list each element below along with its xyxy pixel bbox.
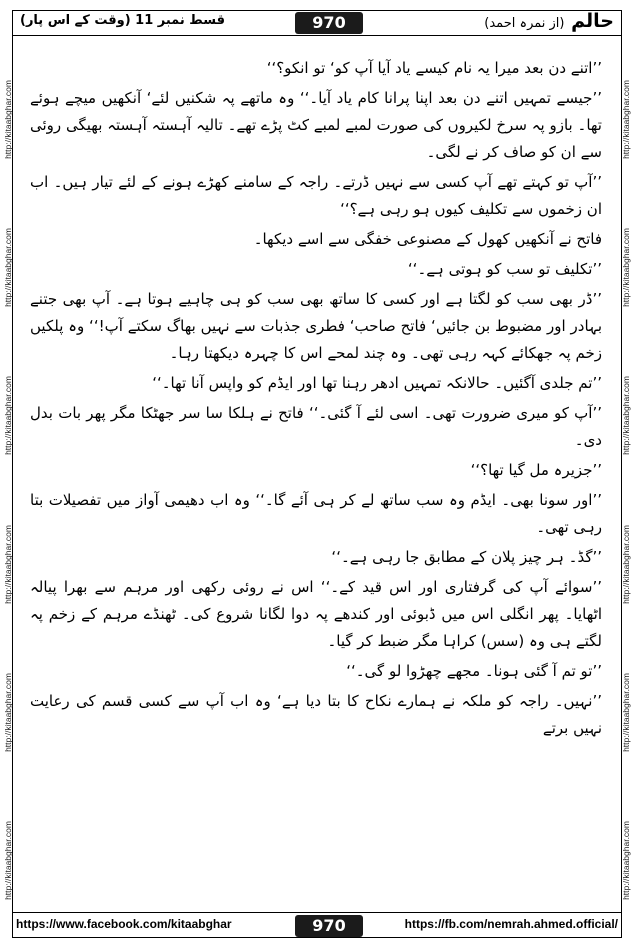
sidebar-url[interactable]: http://kitaabghar.com (621, 376, 631, 456)
facebook-nemrah-link[interactable]: https://fb.com/nemrah.ahmed.official/ (404, 917, 618, 931)
story-text (30, 55, 602, 745)
page-header (12, 10, 622, 36)
paragraph: ’’جزیرہ مل گیا تھا؟‘‘ (470, 461, 602, 479)
page-number-bottom: 970 (295, 915, 363, 937)
novel-title (484, 10, 614, 32)
sidebar-url[interactable]: http://kitaabghar.com (621, 228, 631, 308)
sidebar-url[interactable]: http://kitaabghar.com (621, 524, 631, 604)
paragraph: ’’تم جلدی آگئیں۔ حالانکہ تمہیں ادھر رہنا تھا اور ایڈم کو واپس آنا تھا۔‘‘ (152, 374, 602, 392)
page-footer (12, 912, 622, 938)
facebook-kitaabghar-link[interactable]: https://www.facebook.com/kitaabghar (16, 917, 232, 931)
paragraph: فاتح نے آنکھیں کھول کے مصنوعی خفگی سے اسے دیکھا۔ (253, 230, 602, 248)
paragraph: ’’ڈر بھی سب کو لگتا ہے اور کسی کا ساتھ بھی سب کو ہی چاہیے ہوتا ہے۔ آپ بھی جتنے بہادر اور مضبوط بن جائیں‘ فاتح صاحب‘ فطری جذبات سے نہیں بھاگ سکتے آپ!‘‘ وہ پلکیں زخم پہ جھکائے کہہ رہی تھی۔ وہ چند لمحے اس کا چہرہ دیکھتا رہا۔ (30, 290, 602, 362)
paragraph: ’’آپ تو کہتے تھے آپ کسی سے نہیں ڈرتے۔ راجہ کے سامنے کھڑے ہونے کے لئے تیار ہیں۔ اب ان زخموں سے تکلیف کیوں ہو رہی ہے؟‘‘ (30, 173, 602, 218)
paragraph: ’’گڈ۔ ہر چیز پلان کے مطابق جا رہی ہے۔‘‘ (331, 548, 602, 566)
sidebar-url[interactable]: http://kitaabghar.com (621, 80, 631, 159)
paragraph: ’’تو تم آ گئی ہونا۔ مجھے چھڑوا لو گی۔‘‘ (346, 662, 602, 680)
paragraph: ’’تکلیف تو سب کو ہوتی ہے۔‘‘ (407, 260, 602, 278)
title-text: حالم (571, 10, 614, 32)
sidebar-url[interactable]: http://kitaabghar.com (3, 80, 13, 159)
paragraph: ’’جیسے تمہیں اتنے دن بعد اپنا پرانا کام یاد آیا۔‘‘ وہ ماتھے پہ شکنیں لئے‘ آنکھیں میچے ہوئے تھا۔ بازو پہ سرخ لکیروں کی صورت لمبے لمبے کٹ پڑے تھے۔ تالیہ آہستہ آہستہ بھیگی روئی سے ان کو صاف کر نے لگی۔ (30, 89, 602, 161)
sidebar-url[interactable]: http://kitaabghar.com (3, 228, 13, 308)
sidebar-url[interactable]: http://kitaabghar.com (3, 672, 13, 752)
left-sidebar-watermarks (0, 80, 16, 900)
paragraph: ’’اتنے دن بعد میرا یہ نام کیسے یاد آیا آپ کو‘ تو انکو؟‘‘ (266, 59, 602, 77)
sidebar-url[interactable]: http://kitaabghar.com (3, 376, 13, 456)
paragraph: ’’نہیں۔ راجہ کو ملکہ نے ہمارے نکاح کا بتا دیا ہے‘ وہ اب آپ سے کسی قسم کی رعایت نہیں برتے (30, 692, 602, 737)
paragraph: ’’آپ کو میری ضرورت تھی۔ اسی لئے آ گئی۔‘‘ فاتح نے ہلکا سا سر جھٹکا مگر پھر بات بدل دی۔ (30, 404, 602, 449)
sidebar-url[interactable]: http://kitaabghar.com (621, 821, 631, 900)
paragraph: ’’اور سونا بھی۔ ایڈم وہ سب ساتھ لے کر ہی آئے گا۔‘‘ وہ اب دھیمی آواز میں تفصیلات بتا رہی تھی۔ (30, 491, 602, 536)
right-sidebar-watermarks (618, 80, 634, 900)
paragraph: ’’سوائے آپ کی گرفتاری اور اس قید کے۔‘‘ اس نے روئی رکھی اور مرہم سے بھرا پیالہ اٹھایا۔ پھر انگلی اس میں ڈبوئی اور کندھے پہ دوا لگانا شروع کی۔ ٹھنڈے مرہم کے زخم پہ لگتے ہی وہ (سس) کراہا مگر ضبط کر گیا۔ (30, 578, 602, 650)
sidebar-url[interactable]: http://kitaabghar.com (621, 672, 631, 752)
sidebar-url[interactable]: http://kitaabghar.com (3, 524, 13, 604)
sidebar-url[interactable]: http://kitaabghar.com (3, 821, 13, 900)
episode-label: قسط نمبر 11 (وقت کے اس پار) (20, 13, 225, 28)
author-name: (از نمرہ احمد) (484, 16, 565, 31)
page-number-top: 970 (295, 12, 363, 34)
